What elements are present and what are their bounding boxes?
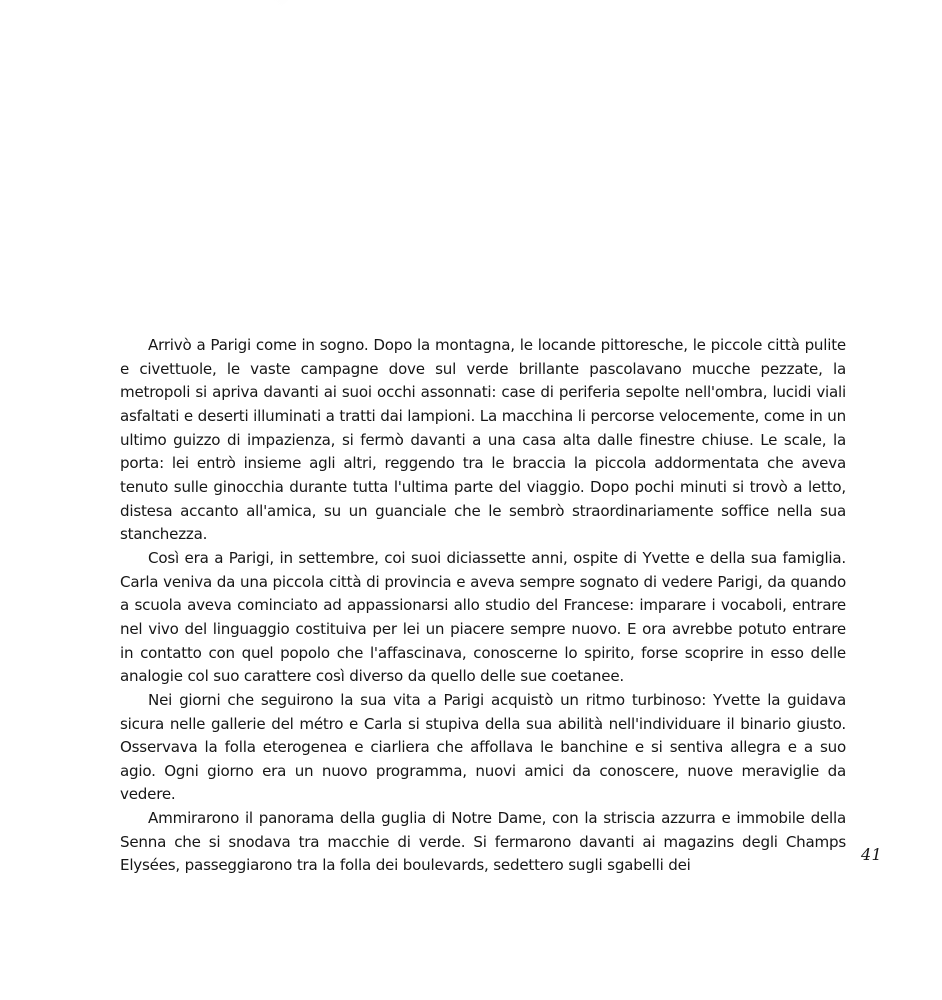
paragraph: Nei giorni che seguirono la sua vita a Parigi acquistò un ritmo turbinoso: Yvette la guidava sicura nelle gallerie del métro e Carla si stupiva della sua abilità nell'individuare il binario giusto. Osservava la folla eterogenea e ciarliera che affollava le banchine e si sentiva allegra e a suo agio. Ogni giorno era un nuovo programma, nuovi amici da conoscere, nuove meraviglie da vedere.	[120, 690, 846, 804]
story-text-block	[120, 334, 846, 878]
title-banner	[0, 0, 942, 330]
page-number: 41	[861, 845, 882, 864]
banner-gradient-stripe	[200, 0, 788, 9]
banner-text-group	[200, 0, 788, 9]
paragraph: Ammirarono il panorama della guglia di Notre Dame, con la striscia azzurra e immobile della Senna che si snodava tra macchie di verde. Si fermarono davanti ai magazins degli Champs Elysées, passeggiarono tra la folla dei boulevards, sedettero sugli sgabelli dei	[120, 809, 846, 875]
paragraph: Arrivò a Parigi come in sogno. Dopo la montagna, le locande pittoresche, le piccole città pulite e civettuole, le vaste campagne dove sul verde brillante pascolavano mucche pezzate, la metropoli si apriva davanti ai suoi occhi assonnati: case di periferia sepolte nell'ombra, lucidi viali asfaltati e deserti illuminati a tratti dai lampioni. La macchina li percorse velocemente, come in un ultimo guizzo di impazienza, si fermò davanti a una casa alta dalle finestre chiuse. Le scale, la porta: lei entrò insieme agli altri, reggendo tra le braccia la piccola addormentata che aveva tenuto sulle ginocchia durante tutta l'ultima parte del viaggio. Dopo pochi minuti si trovò a letto, distesa accanto all'amica, su un guanciale che le sembrò straordinariamente soffice nella sua stanchezza.	[120, 336, 846, 544]
paragraph: Così era a Parigi, in settembre, coi suoi diciassette anni, ospite di Yvette e della sua famiglia. Carla veniva da una piccola città di provincia e aveva sempre sognato di vedere Parigi, da quando a scuola aveva cominciato ad appassionarsi allo studio del Francese: imparare i vocaboli, entrare nel vivo del linguaggio costituiva per lei un piacere sempre nuovo. E ora avrebbe potuto entrare in contatto con quel popolo che l'affascinava, conoscerne lo spirito, forse scoprire in esso delle analogie col suo carattere così diverso da quello delle sue coetanee.	[120, 548, 846, 686]
